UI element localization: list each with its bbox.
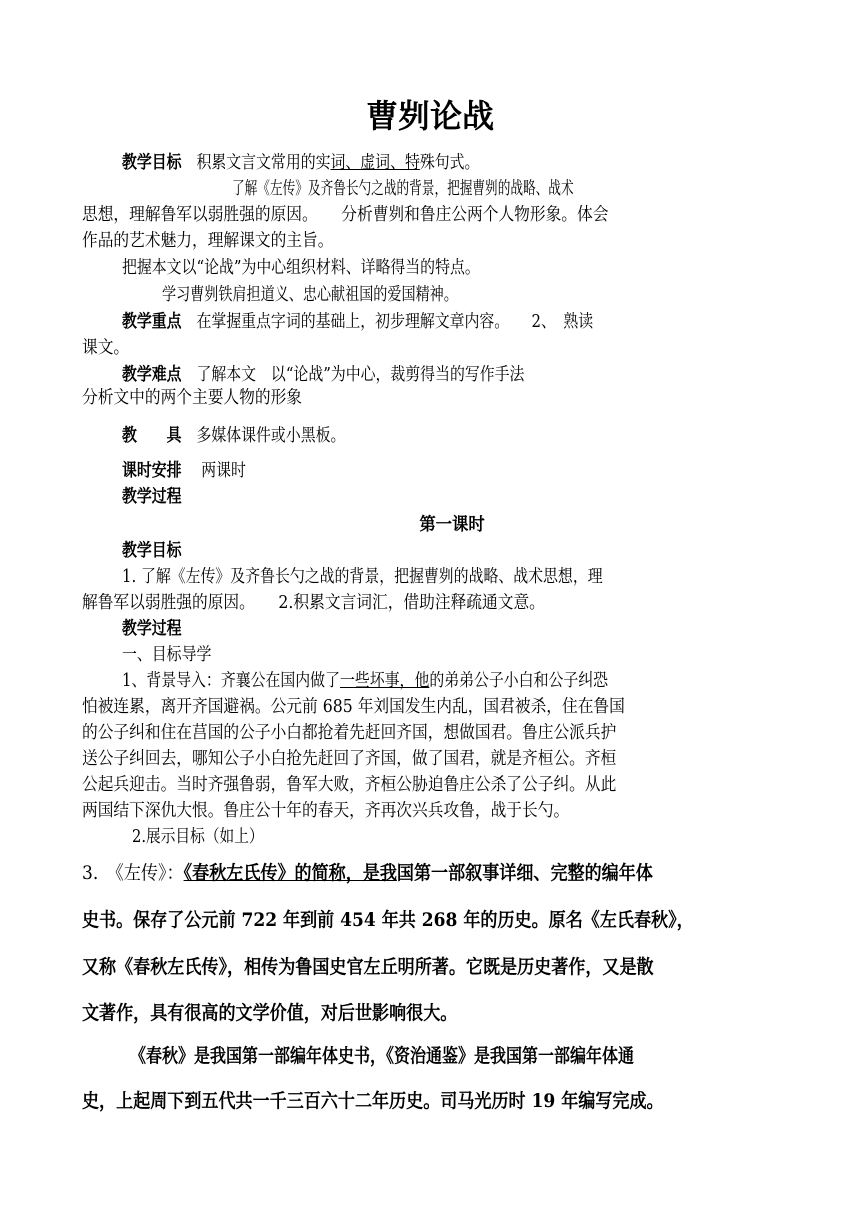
process-label: 教学过程 xyxy=(122,487,182,507)
lesson-goal-line-2: 解鲁军以弱胜强的原因。 2.积累文言词汇，借助注释疏通文意。 xyxy=(82,593,545,613)
schedule-label: 课时安排 xyxy=(122,461,182,481)
zuozhuan-line-4: 文著作，具有很高的文学价值，对后世影响很大。 xyxy=(82,1002,458,1024)
key-points-label: 教学重点 xyxy=(122,312,182,332)
lesson-goal-line-1: 1. 了解《左传》及齐鲁长勺之战的背景，把握曹刿的战略、战术思想，理 xyxy=(122,567,603,587)
zuozhuan-line-3: 又称《春秋左氏传》，相传为鲁国史官左丘明所著。它既是历史著作，又是散 xyxy=(82,956,654,978)
page-title: 曹刿论战 xyxy=(365,97,494,135)
key-points-line-2: 课文。 xyxy=(82,338,130,358)
difficulties-label: 教学难点 xyxy=(122,365,182,385)
key-points-line-1: 教学重点 在掌握重点字词的基础上，初步理解文章内容。 2、 熟读 xyxy=(122,312,594,332)
schedule-line: 课时安排 两课时 xyxy=(122,461,246,481)
lesson-process-label: 教学过程 xyxy=(122,619,182,639)
zuozhuan-line-6: 史，上起周下到五代共一千三百六十二年历史。司马光历时 19 年编写完成。 xyxy=(82,1090,664,1112)
goals-line-6: 学习曹刿铁肩担道义、忠心献祖国的爱国精神。 xyxy=(162,285,458,305)
show-goals-line: 2.展示目标（如上） xyxy=(132,827,264,847)
step-one: 一、目标导学 xyxy=(122,645,212,665)
lesson-goals-label: 教学目标 xyxy=(122,541,182,561)
difficulties-line-1: 教学难点 了解本文 以“论战”为中心，裁剪得当的写作手法 xyxy=(122,365,525,385)
background-line-4: 送公子纠回去，哪知公子小白抢先赶回了齐国，做了国君，就是齐桓公。齐桓 xyxy=(82,749,617,769)
background-line-2: 怕被连累，离开齐国避祸。公元前 685 年刘国发生内乱，国君被杀，住在鲁国 xyxy=(82,697,625,717)
goals-line-3: 思想，理解鲁军以弱胜强的原因。 分析曹刿和鲁庄公两个人物形象。体会 xyxy=(82,205,609,225)
zuozhuan-line-2: 史书。保存了公元前 722 年到前 454 年共 268 年的历史。原名《左氏春秋》， xyxy=(82,909,694,931)
background-line-3: 的公子纠和住在莒国的公子小白都抢着先赶回齐国，想做国君。鲁庄公派兵护 xyxy=(82,723,617,743)
goals-line-2: 了解《左传》及齐鲁长勺之战的背景，把握曹刿的战略、战术 xyxy=(232,179,574,199)
goals-line-5: 把握本文以“论战”为中心组织材料、详略得当的特点。 xyxy=(122,258,480,278)
background-line-6: 两国结下深仇大恨。鲁庄公十年的春天，齐再次兴兵攻鲁，战于长勺。 xyxy=(82,801,570,821)
difficulties-line-2: 分析文中的两个主要人物的形象 xyxy=(82,388,303,408)
background-line-1: 1、背景导入：齐襄公在国内做了一些坏事，他的弟弟公子小白和公子纠恐 xyxy=(122,671,609,691)
goals-label: 教学目标 xyxy=(122,153,182,173)
zuozhuan-line-5: 《春秋》是我国第一部编年体史书，《资治通鉴》是我国第一部编年体通 xyxy=(130,1045,634,1067)
goals-line-1: 教学目标 积累文言文常用的实词、虚词、特殊句式。 xyxy=(122,153,480,173)
zuozhuan-line-1: 3. 《左传》：《春秋左氏传》的简称，是我国第一部叙事详细、完整的编年体 xyxy=(82,862,653,884)
background-line-5: 公起兵迎击。当时齐强鲁弱，鲁军大败，齐桓公胁迫鲁庄公杀了公子纠。从此 xyxy=(82,775,617,795)
tools-label: 教 具 xyxy=(122,426,182,446)
lesson-heading: 第一课时 xyxy=(419,515,485,535)
tools-line: 教 具 多媒体课件或小黑板。 xyxy=(122,426,346,446)
goals-line-4: 作品的艺术魅力，理解课文的主旨。 xyxy=(82,231,334,251)
